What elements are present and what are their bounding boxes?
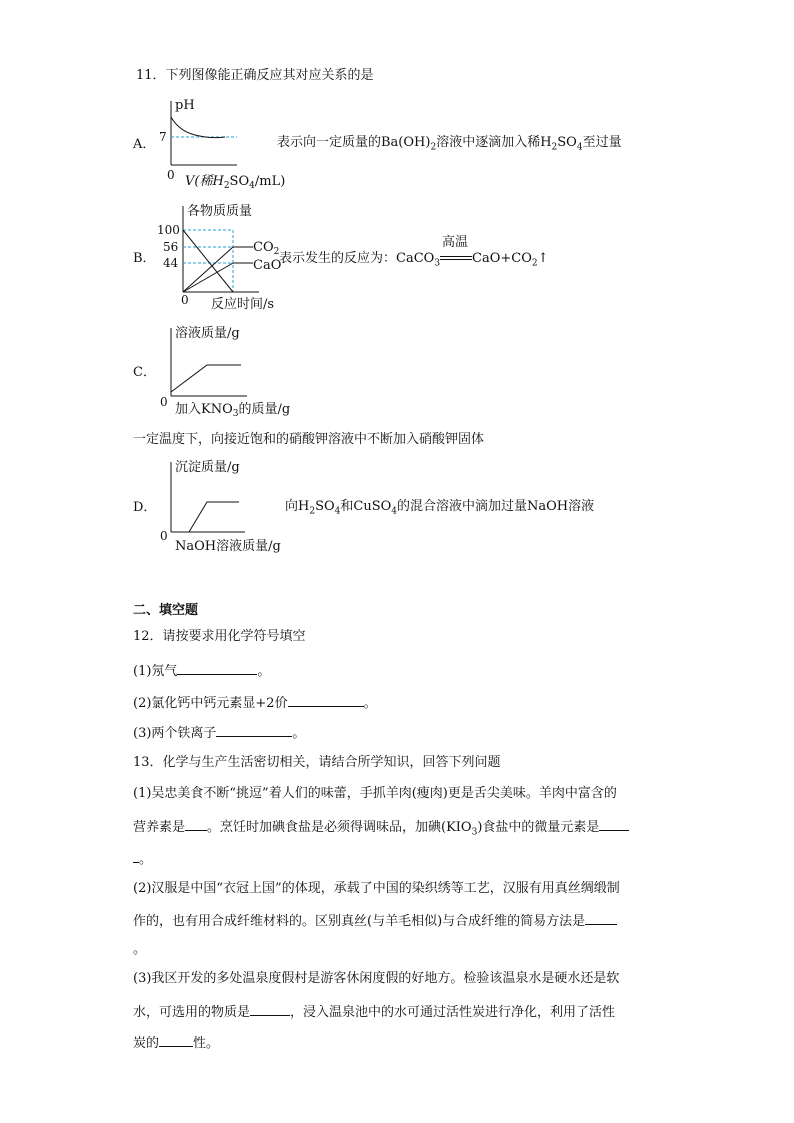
b-cao-line-rise — [183, 263, 233, 292]
a-origin: 0 — [167, 168, 175, 182]
q13-p1-line1: (1)吴忠美食不断“挑逗”着人们的味蕾，手抓羊肉(瘦肉)更是舌尖美味。羊肉中富含的 — [133, 786, 617, 801]
answer-blank[interactable] — [216, 724, 292, 737]
d-x-axis-label: NaOH溶液质量/g — [175, 539, 281, 554]
option-d-label: D． — [133, 500, 157, 515]
b-cao-label: CaO — [253, 258, 282, 273]
question-12-stem: 12．请按要求用化学符号填空 — [133, 629, 306, 644]
answer-blank[interactable] — [599, 818, 629, 831]
d-y-axis-label: 沉淀质量/g — [175, 460, 240, 475]
d-origin: 0 — [160, 529, 168, 543]
q12-item-3: (3)两个铁离子 。 — [133, 726, 306, 741]
b-equals-line-bottom — [440, 259, 472, 260]
b-equals-line-top — [440, 256, 472, 257]
q13-p2-line3: 。 — [133, 942, 147, 957]
question-11-stem: 11．下列图像能正确反应其对应关系的是 — [136, 68, 374, 83]
b-x-axis-label: 反应时间/s — [211, 297, 275, 312]
answer-blank[interactable] — [288, 694, 364, 707]
q13-p3-line1: (3)我区开发的多处温泉度假村是游客休闲度假的好地方。检验该温泉水是硬水还是软 — [133, 971, 620, 986]
answer-blank[interactable] — [159, 1034, 193, 1047]
option-a-description: 表示向一定质量的$Ba(OH)_2$溶液中逐滴加入稀$H_2SO_4$至过量 — [277, 135, 622, 153]
q13-p1-line3: 。 — [133, 850, 152, 868]
b-tick-100: 100 — [157, 223, 180, 237]
question-13-stem: 13．化学与生产生活密切相关，请结合所学知识，回答下列问题 — [133, 755, 501, 770]
b-co2-line-rise — [183, 247, 233, 292]
q13-p2-line2: 作的，也有用合成纤维材料的。区别真丝(与羊毛相似)与合成纤维的简易方法是 — [133, 912, 617, 930]
option-c-label: C． — [133, 365, 156, 380]
d-curve — [171, 502, 239, 532]
b-caco3-line — [183, 230, 233, 292]
answer-blank[interactable] — [185, 818, 207, 831]
b-tick-44: 44 — [163, 256, 179, 270]
answer-blank[interactable] — [250, 1003, 290, 1016]
c-curve — [171, 365, 241, 392]
b-origin: 0 — [181, 293, 189, 307]
option-b-label: B． — [133, 251, 156, 266]
b-co2-label: $CO_2$ — [253, 240, 280, 257]
answer-blank[interactable] — [585, 912, 617, 925]
q13-p2-line1: (2)汉服是中国“衣冠上国”的体现，承载了中国的染织绣等工艺，汉服有用真丝绸缎制 — [133, 881, 620, 896]
a-curve — [171, 117, 225, 138]
b-y-axis-label: 各物质质量 — [187, 204, 253, 219]
answer-blank[interactable] — [177, 662, 257, 675]
q13-p1-line2: 营养素是 。烹饪时加碘食盐是必须得调味品，加碘$(KIO_3)$食盐中的微量元素是 — [133, 818, 629, 841]
b-reaction-condition — [440, 235, 472, 267]
a-y-axis-label: pH — [175, 98, 195, 113]
b-condition-text: 高温 — [442, 235, 469, 250]
a-x-axis-label: V(稀$H_2SO_4/mL$) — [185, 174, 286, 191]
section-2-title: 二、填空题 — [133, 603, 199, 618]
option-a-label: A． — [133, 137, 156, 152]
c-origin: 0 — [160, 395, 168, 409]
b-tick-56: 56 — [163, 240, 179, 254]
option-d-graph — [155, 456, 305, 556]
q12-item-2: (2)氯化钙中钙元素显+2价 。 — [133, 696, 377, 711]
option-c-description: 一定温度下，向接近饱和的硝酸钾溶液中不断加入硝酸钾固体 — [133, 432, 485, 447]
q13-p3-line2: 水，可选用的物质是 ，浸入温泉池中的水可通过活性炭进行净化，利用了活性 — [133, 1005, 616, 1020]
c-y-axis-label: 溶液质量/g — [175, 326, 240, 341]
c-x-axis-label: 加入$KNO_3$的质量/g — [175, 402, 291, 419]
q13-p3-line3: 炭的 性。 — [133, 1036, 220, 1051]
option-c-graph — [155, 322, 305, 417]
a-y-tick-7: 7 — [159, 130, 167, 144]
option-d-description: 向$H_2SO_4$和CuSO$_4$的混合溶液中滴加过量NaOH溶液 — [285, 499, 595, 517]
q12-item-1: (1)氖气 。 — [133, 664, 271, 679]
option-b-description: 表示发生的反应为：CaCO$_3$ 高温 $CaO+CO_2↑$ — [279, 235, 549, 269]
